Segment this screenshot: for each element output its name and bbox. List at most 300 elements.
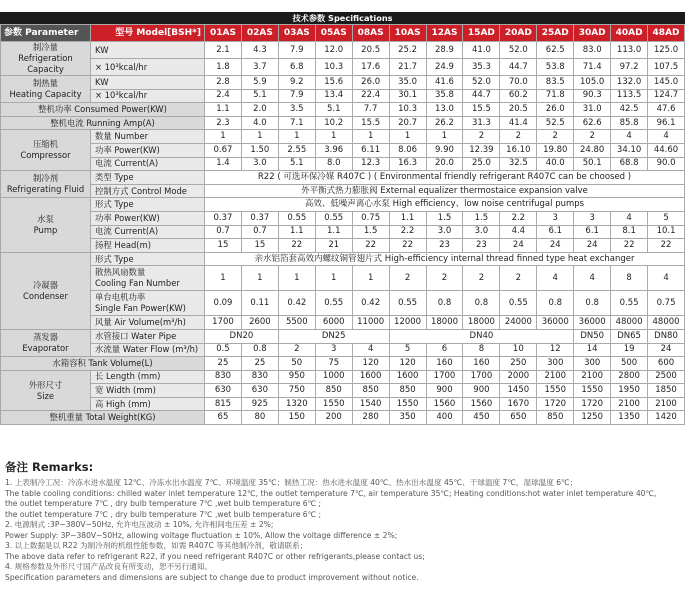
water-pipe-value: DN80	[648, 329, 685, 343]
height-cell: 1550	[315, 397, 352, 411]
running-amp-cell: 7.1	[278, 116, 315, 130]
cooling-kw-cell: 41.0	[463, 42, 500, 59]
running-amp-cell: 52.5	[537, 116, 574, 130]
height-cell: 2100	[611, 397, 648, 411]
water-flow-cell: 0.8	[241, 343, 278, 357]
air-volume-cell: 2600	[241, 316, 278, 330]
remark-line: the outlet temperature 7℃ , dry bulb temperature 7℃ ,wet bulb temperature 6℃ ;	[5, 509, 322, 519]
length-cell: 2000	[500, 370, 537, 384]
length-cell: 2100	[574, 370, 611, 384]
air-volume-cell: 36000	[574, 316, 611, 330]
compressor-power-cell: 3.96	[315, 143, 352, 157]
compressor-number-cell: 1	[352, 130, 389, 144]
running-amp-cell: 26.2	[426, 116, 463, 130]
pump-power-cell: 3	[574, 211, 611, 225]
consumed-power-cell: 1.1	[205, 103, 242, 117]
width-cell: 1950	[611, 384, 648, 398]
compressor-number-cell: 4	[648, 130, 685, 144]
water-pipe-value: DN25	[278, 329, 389, 343]
remark-line: 4. 规格参数及外形尺寸国产品改良有所变动，恕不另行通知。	[5, 562, 213, 571]
model-name: 40AD	[611, 25, 648, 42]
tank-volume-label: 水箱容积 Tank Volume(L)	[1, 357, 205, 371]
width-cell: 900	[463, 384, 500, 398]
compressor-power-cell: 16.10	[500, 143, 537, 157]
fan-power-cell: 0.75	[648, 291, 685, 316]
running-amp-cell: 20.7	[389, 116, 426, 130]
evaporator-label-part-1: 蒸发器	[32, 332, 59, 342]
air-volume-cell: 1700	[205, 316, 242, 330]
compressor-power-cell: 9.90	[426, 143, 463, 157]
height-cell: 1320	[278, 397, 315, 411]
length-cell: 2800	[611, 370, 648, 384]
size-label	[1, 370, 91, 411]
fan-number-cell: 4	[574, 266, 611, 291]
height-cell: 1550	[389, 397, 426, 411]
compressor-number-cell: 2	[463, 130, 500, 144]
pump-type-value: 高效、低噪声离心水泵 High efficiency、low noise centrifugal pumps	[205, 198, 685, 212]
fan-number-label-part-2: Cooling Fan Number	[95, 278, 180, 289]
condenser-label-part-1: 冷凝器	[32, 279, 59, 290]
remark-line: 1. 上表制冷工况：冷冻水进水温度 12℃、冷冻水出水温度 7℃、环境温度 35℃；制热工况：热水进水温度 40℃、热水出水温度 45℃、干球温度 7℃，湿球温度 6℃；	[5, 478, 578, 487]
fan-number-cell: 4	[648, 266, 685, 291]
width-cell: 1550	[537, 384, 574, 398]
fan-number-cell: 2	[500, 266, 537, 291]
pump-power-cell: 0.75	[352, 211, 389, 225]
evaporator-label	[1, 329, 91, 356]
heating-kcal-cell: 60.2	[500, 89, 537, 103]
heating-kcal-cell: 30.1	[389, 89, 426, 103]
cooling-kw-cell: 83.0	[574, 42, 611, 59]
pump-current-cell: 0.7	[205, 225, 242, 239]
compressor-power-cell: 12.39	[463, 143, 500, 157]
height-cell: 1670	[500, 397, 537, 411]
water-flow-label: 水流量 Water Flow (m³/h)	[91, 343, 205, 357]
condenser-label-part-2: Condenser	[22, 290, 68, 301]
total-weight-cell: 350	[389, 411, 426, 425]
fan-power-cell: 0.55	[389, 291, 426, 316]
heating-kcal-cell: 22.4	[352, 89, 389, 103]
pump-current-cell: 0.7	[241, 225, 278, 239]
length-cell: 950	[278, 370, 315, 384]
pump-head-cell: 23	[426, 239, 463, 253]
tank-volume-cell: 300	[537, 357, 574, 371]
refrigerant-control-value: 外平衡式热力膨胀阀 External equalizer thermostaice expansion valve	[205, 184, 685, 198]
cooling-kw-cell: 2.1	[205, 42, 242, 59]
heating-kw-cell: 35.0	[389, 76, 426, 90]
air-volume-cell: 18000	[426, 316, 463, 330]
model-name: 03AS	[278, 25, 315, 42]
fan-number-cell: 2	[389, 266, 426, 291]
compressor-power-cell: 2.55	[278, 143, 315, 157]
fan-number-cell: 1	[205, 266, 242, 291]
heating-kw-cell: 145.0	[648, 76, 685, 90]
condenser-label	[1, 252, 91, 329]
fan-number-cell: 8	[611, 266, 648, 291]
heating-kcal-cell: 2.4	[205, 89, 242, 103]
length-label: 长 Length (mm)	[91, 370, 205, 384]
compressor-current-cell: 68.8	[611, 157, 648, 171]
water-flow-cell: 3	[315, 343, 352, 357]
tank-volume-cell: 25	[241, 357, 278, 371]
length-cell: 830	[205, 370, 242, 384]
pump-head-cell: 22	[389, 239, 426, 253]
air-volume-cell: 5500	[278, 316, 315, 330]
cooling-capacity-label-part-2: Refrigeration Capacity	[18, 53, 73, 74]
water-flow-cell: 4	[352, 343, 389, 357]
compressor-power-label: 功率 Power(KW)	[91, 143, 205, 157]
pump-head-cell: 22	[278, 239, 315, 253]
running-amp-cell: 31.3	[463, 116, 500, 130]
pump-head-cell: 15	[241, 239, 278, 253]
pump-head-cell: 24	[574, 239, 611, 253]
refrigerant-type-value: R22 ( 可选环保冷媒 R407C ) ( Environmental friendly refrigerant R407C can be choosed )	[205, 171, 685, 185]
pump-head-label: 扬程 Head(m)	[91, 239, 205, 253]
total-weight-cell: 65	[205, 411, 242, 425]
water-flow-cell: 2	[278, 343, 315, 357]
consumed-power-cell: 15.5	[463, 103, 500, 117]
model-name: 08AS	[352, 25, 389, 42]
compressor-number-label: 数量 Number	[91, 130, 205, 144]
cooling-kcal-cell: 10.3	[315, 59, 352, 76]
heating-kcal-cell: 90.3	[574, 89, 611, 103]
fan-power-cell: 0.42	[278, 291, 315, 316]
heating-kw-unit: KW	[91, 76, 205, 90]
tank-volume-cell: 300	[574, 357, 611, 371]
fan-number-cell: 2	[463, 266, 500, 291]
total-weight-cell: 200	[315, 411, 352, 425]
heating-capacity-label	[1, 76, 91, 103]
compressor-current-cell: 16.3	[389, 157, 426, 171]
cooling-kcal-cell: 53.8	[537, 59, 574, 76]
pump-label-part-1: 水泵	[37, 214, 54, 225]
pump-current-cell: 2.2	[389, 225, 426, 239]
fan-number-cell: 1	[315, 266, 352, 291]
refrigerant-label-part-2: Refrigerating Fluid	[6, 184, 85, 195]
pump-power-cell: 1.1	[389, 211, 426, 225]
cooling-kw-cell: 125.0	[648, 42, 685, 59]
cooling-kw-cell: 7.9	[278, 42, 315, 59]
heating-kw-cell: 2.8	[205, 76, 242, 90]
length-cell: 1700	[463, 370, 500, 384]
length-cell: 1600	[389, 370, 426, 384]
water-pipe-value: DN50	[574, 329, 611, 343]
water-flow-cell: 24	[648, 343, 685, 357]
compressor-current-cell: 90.0	[648, 157, 685, 171]
heating-kcal-cell: 44.7	[463, 89, 500, 103]
tank-volume-cell: 120	[389, 357, 426, 371]
water-pipe-value: DN65	[611, 329, 648, 343]
width-label: 宽 Width (mm)	[91, 384, 205, 398]
pump-head-cell: 21	[315, 239, 352, 253]
cooling-kw-unit: KW	[91, 42, 205, 59]
tank-volume-cell: 25	[205, 357, 242, 371]
water-pipe-value: DN40	[389, 329, 574, 343]
heating-kw-cell: 5.9	[241, 76, 278, 90]
model-name: 48AD	[648, 25, 685, 42]
pump-head-cell: 22	[352, 239, 389, 253]
fan-power-cell: 0.8	[537, 291, 574, 316]
consumed-power-cell: 2.0	[241, 103, 278, 117]
fan-power-cell: 0.42	[352, 291, 389, 316]
height-cell: 1560	[463, 397, 500, 411]
cooling-kcal-cell: 107.5	[648, 59, 685, 76]
tank-volume-cell: 160	[463, 357, 500, 371]
total-weight-cell: 1350	[611, 411, 648, 425]
water-flow-cell: 6	[426, 343, 463, 357]
fan-number-label	[91, 266, 205, 291]
model-name: 02AS	[241, 25, 278, 42]
running-amp-cell: 41.4	[500, 116, 537, 130]
cooling-kcal-cell: 6.8	[278, 59, 315, 76]
compressor-label-part-1: 压缩机	[32, 139, 59, 150]
width-cell: 850	[352, 384, 389, 398]
cooling-kw-cell: 62.5	[537, 42, 574, 59]
cooling-kw-cell: 4.3	[241, 42, 278, 59]
heating-kw-cell: 9.2	[278, 76, 315, 90]
running-amp-cell: 2.3	[205, 116, 242, 130]
pump-current-cell: 8.1	[611, 225, 648, 239]
remark-line: Power Supply: 3P~380V~50Hz, allowing voltage fluctuation ± 10%, Allow the voltage difference ± 2%;	[5, 530, 398, 540]
compressor-number-cell: 1	[241, 130, 278, 144]
condenser-type-value: 亲水铝箔套高效内螺纹铜管翅片式 High-efficiency internal thread finned type heat exchanger	[205, 252, 685, 266]
heating-kw-cell: 52.0	[463, 76, 500, 90]
width-cell: 630	[205, 384, 242, 398]
running-amp-cell: 62.6	[574, 116, 611, 130]
cooling-kcal-cell: 97.2	[611, 59, 648, 76]
pump-label	[1, 198, 91, 252]
tank-volume-cell: 500	[611, 357, 648, 371]
compressor-power-cell: 24.80	[574, 143, 611, 157]
heating-kcal-cell: 7.9	[278, 89, 315, 103]
remark-line: the outlet temperature 7℃ , dry bulb temperature 7℃ ,wet bulb temperature 6℃ ;	[5, 499, 322, 508]
compressor-current-cell: 20.0	[426, 157, 463, 171]
cooling-kw-cell: 25.2	[389, 42, 426, 59]
model-name: 12AS	[426, 25, 463, 42]
pump-label-part-2: Pump	[33, 225, 58, 236]
remarks-lines	[5, 478, 681, 583]
air-volume-cell: 48000	[648, 316, 685, 330]
cooling-kw-cell: 113.0	[611, 42, 648, 59]
model-header: 型号 Model[BSH*]	[91, 25, 205, 42]
fan-power-label	[91, 291, 205, 316]
model-name: 05AS	[315, 25, 352, 42]
tank-volume-cell: 50	[278, 357, 315, 371]
height-cell: 815	[205, 397, 242, 411]
compressor-number-cell: 1	[205, 130, 242, 144]
cooling-kcal-cell: 17.6	[352, 59, 389, 76]
water-flow-cell: 0.5	[205, 343, 242, 357]
specifications-title: 技术参数 Specifications	[0, 12, 685, 24]
cooling-kcal-cell: 21.7	[389, 59, 426, 76]
fan-number-cell: 1	[278, 266, 315, 291]
model-name: 30AD	[574, 25, 611, 42]
model-name: 25AD	[537, 25, 574, 42]
pump-head-cell: 22	[648, 239, 685, 253]
air-volume-cell: 18000	[463, 316, 500, 330]
compressor-current-cell: 12.3	[352, 157, 389, 171]
compressor-power-cell: 34.10	[611, 143, 648, 157]
heating-kw-cell: 70.0	[500, 76, 537, 90]
pump-power-cell: 1.5	[426, 211, 463, 225]
width-cell: 1550	[574, 384, 611, 398]
height-cell: 925	[241, 397, 278, 411]
heating-kcal-cell: 5.1	[241, 89, 278, 103]
fan-power-cell: 0.8	[426, 291, 463, 316]
pump-power-cell: 0.37	[241, 211, 278, 225]
cooling-kcal-cell: 44.7	[500, 59, 537, 76]
model-name: 10AS	[389, 25, 426, 42]
air-volume-cell: 12000	[389, 316, 426, 330]
pump-power-cell: 0.37	[205, 211, 242, 225]
heating-kw-cell: 15.6	[315, 76, 352, 90]
pump-head-cell: 15	[205, 239, 242, 253]
water-flow-cell: 8	[463, 343, 500, 357]
compressor-power-cell: 6.11	[352, 143, 389, 157]
water-flow-cell: 14	[574, 343, 611, 357]
height-label: 高 High (mm)	[91, 397, 205, 411]
compressor-current-label: 电流 Current(A)	[91, 157, 205, 171]
height-cell: 2100	[648, 397, 685, 411]
parameter-header: 参数 Parameter	[1, 25, 91, 42]
height-cell: 1540	[352, 397, 389, 411]
pump-power-cell: 2.2	[500, 211, 537, 225]
consumed-power-cell: 3.5	[278, 103, 315, 117]
running-amp-label: 整机电流 Running Amp(A)	[1, 116, 205, 130]
refrigerant-label	[1, 171, 91, 198]
remark-line: Specification parameters and dimensions are subject to change due to product improvement without notice.	[5, 572, 419, 582]
heating-kw-cell: 26.0	[352, 76, 389, 90]
length-cell: 1000	[315, 370, 352, 384]
pump-head-cell: 22	[611, 239, 648, 253]
compressor-current-cell: 8.0	[315, 157, 352, 171]
cooling-kcal-unit: × 10³kcal/hr	[91, 59, 205, 76]
height-cell: 1560	[426, 397, 463, 411]
size-label-part-2: Size	[36, 390, 55, 401]
compressor-current-cell: 50.1	[574, 157, 611, 171]
heating-kcal-cell: 71.8	[537, 89, 574, 103]
air-volume-cell: 24000	[500, 316, 537, 330]
length-cell: 2500	[648, 370, 685, 384]
consumed-power-cell: 10.3	[389, 103, 426, 117]
width-cell: 1850	[648, 384, 685, 398]
compressor-number-cell: 1	[426, 130, 463, 144]
model-name: 20AD	[500, 25, 537, 42]
fan-power-cell: 0.55	[611, 291, 648, 316]
compressor-number-cell: 2	[500, 130, 537, 144]
pump-power-cell: 0.55	[315, 211, 352, 225]
cooling-kw-cell: 28.9	[426, 42, 463, 59]
total-weight-label: 整机重量 Total Weight(KG)	[1, 411, 205, 425]
height-cell: 1720	[537, 397, 574, 411]
total-weight-cell: 80	[241, 411, 278, 425]
width-cell: 750	[278, 384, 315, 398]
consumed-power-cell: 42.5	[611, 103, 648, 117]
heating-kcal-unit: × 10³kcal/hr	[91, 89, 205, 103]
total-weight-cell: 400	[426, 411, 463, 425]
cooling-kcal-cell: 71.4	[574, 59, 611, 76]
width-cell: 850	[315, 384, 352, 398]
fan-number-cell: 2	[426, 266, 463, 291]
air-volume-label: 风量 Air Volume(m³/h)	[91, 316, 205, 330]
compressor-number-cell: 1	[278, 130, 315, 144]
compressor-number-cell: 2	[537, 130, 574, 144]
refrigerant-control-label: 控制方式 Control Mode	[91, 184, 205, 198]
width-cell: 630	[241, 384, 278, 398]
compressor-current-cell: 32.5	[500, 157, 537, 171]
length-cell: 1600	[352, 370, 389, 384]
length-cell: 1700	[426, 370, 463, 384]
total-weight-cell: 1250	[574, 411, 611, 425]
air-volume-cell: 6000	[315, 316, 352, 330]
pump-current-cell: 1.5	[352, 225, 389, 239]
heating-kcal-cell: 35.8	[426, 89, 463, 103]
total-weight-cell: 850	[537, 411, 574, 425]
pump-current-cell: 1.1	[278, 225, 315, 239]
heating-kcal-cell: 124.7	[648, 89, 685, 103]
water-pipe-value: DN20	[205, 329, 279, 343]
length-cell: 2100	[537, 370, 574, 384]
pump-current-label: 电流 Current(A)	[91, 225, 205, 239]
heating-capacity-label-part-1: 制热量	[32, 78, 59, 89]
condenser-type-label: 形式 Type	[91, 252, 205, 266]
fan-number-cell: 4	[537, 266, 574, 291]
running-amp-cell: 15.5	[352, 116, 389, 130]
compressor-number-cell: 2	[574, 130, 611, 144]
width-cell: 900	[426, 384, 463, 398]
consumed-power-cell: 26.0	[537, 103, 574, 117]
heating-kw-cell: 132.0	[611, 76, 648, 90]
compressor-label	[1, 130, 91, 171]
compressor-current-cell: 3.0	[241, 157, 278, 171]
heating-kcal-cell: 13.4	[315, 89, 352, 103]
pump-current-cell: 6.1	[574, 225, 611, 239]
compressor-number-cell: 4	[611, 130, 648, 144]
pump-head-cell: 23	[463, 239, 500, 253]
pump-head-cell: 24	[500, 239, 537, 253]
pump-current-cell: 3.0	[426, 225, 463, 239]
length-cell: 830	[241, 370, 278, 384]
running-amp-cell: 4.0	[241, 116, 278, 130]
refrigerant-type-label: 类型 Type	[91, 171, 205, 185]
cooling-capacity-label	[1, 42, 91, 76]
tank-volume-cell: 600	[648, 357, 685, 371]
water-flow-cell: 12	[537, 343, 574, 357]
compressor-power-cell: 8.06	[389, 143, 426, 157]
heating-kw-cell: 83.5	[537, 76, 574, 90]
compressor-current-cell: 25.0	[463, 157, 500, 171]
fan-power-cell: 0.55	[315, 291, 352, 316]
total-weight-cell: 280	[352, 411, 389, 425]
consumed-power-cell: 5.1	[315, 103, 352, 117]
consumed-power-cell: 7.7	[352, 103, 389, 117]
consumed-power-cell: 47.6	[648, 103, 685, 117]
fan-number-label-part-1: 散热风扇数量	[95, 267, 146, 278]
tank-volume-cell: 160	[426, 357, 463, 371]
pump-current-cell: 6.1	[537, 225, 574, 239]
cooling-kw-cell: 52.0	[500, 42, 537, 59]
height-cell: 1720	[574, 397, 611, 411]
fan-number-cell: 1	[241, 266, 278, 291]
compressor-current-cell: 40.0	[537, 157, 574, 171]
pump-power-cell: 0.55	[278, 211, 315, 225]
cooling-kw-cell: 20.5	[352, 42, 389, 59]
fan-power-cell: 0.8	[574, 291, 611, 316]
heating-kcal-cell: 113.5	[611, 89, 648, 103]
width-cell: 1450	[500, 384, 537, 398]
air-volume-cell: 36000	[537, 316, 574, 330]
fan-power-label-part-2: Single Fan Power(KW)	[95, 303, 186, 314]
cooling-kcal-cell: 1.8	[205, 59, 242, 76]
